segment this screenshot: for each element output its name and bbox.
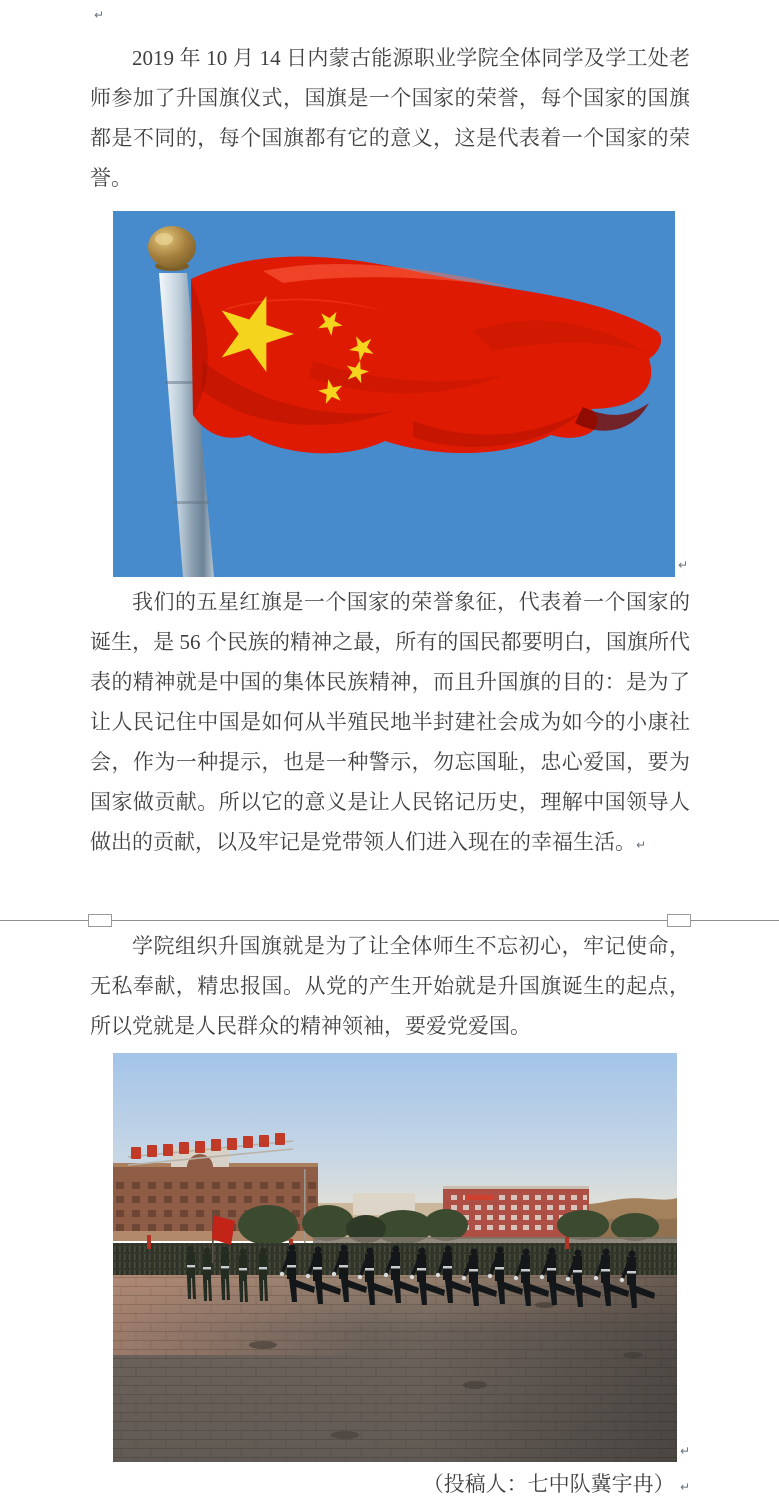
paragraph-mark: ↵ <box>94 8 105 22</box>
paragraph-mark: ↵ <box>636 838 647 852</box>
paragraph-mark: ↵ <box>679 1480 690 1494</box>
distant-flagpole <box>304 1169 306 1243</box>
flag-raising-ceremony-photo <box>113 1053 677 1462</box>
flagpole-finial-ball <box>148 226 196 268</box>
attribution-line <box>90 1464 690 1507</box>
paragraph-2 <box>90 582 690 865</box>
plaza <box>113 1275 677 1462</box>
paragraph-2-text: 我们的五星红旗是一个国家的荣誉象征，代表着一个国家的诞生，是 56 个民族的精神之最，所有的国民都要明白，国旗所代表的精神就是中国的集体民族精神，而且升国旗的目的：是为了让人民记住中国是如何从半殖民地半封建社会成为如今的小康社会，作为一种提示，也是一种警示，勿忘国耻，忠心爱国，要为国家做贡献。所以它的意义是让人民铭记历史，理解中国领导人做出的贡献，以及牢记是党带领人们进入现在的幸福生活。 <box>90 590 690 854</box>
paragraph-3 <box>90 926 690 1046</box>
paragraph-mark: ↵ <box>678 558 689 572</box>
paragraph-3-text: 学院组织升国旗就是为了让全体师生不忘初心，牢记使命，无私奉献，精忠报国。从党的产生开始就是升国旗诞生的起点，所以党就是人民群众的精神领袖，要爱党爱国。 <box>90 934 690 1038</box>
national-flag-photo <box>113 211 675 577</box>
finial-highlight <box>155 233 173 245</box>
paragraph-1-text: 2019 年 10 月 14 日内蒙古能源职业学院全体同学及学工处老师参加了升国旗仪式，国旗是一个国家的荣誉，每个国家的国旗都是不同的，每个国旗都有它的意义，这是代表着一个国家的荣誉。 <box>90 46 690 190</box>
paragraph-1 <box>90 38 690 198</box>
paragraph-mark: ↵ <box>680 1444 691 1458</box>
flagpole-joint <box>173 501 209 504</box>
page-boundary-line <box>0 920 779 921</box>
attribution-text: （投稿人：七中队冀宇冉） <box>422 1472 675 1496</box>
